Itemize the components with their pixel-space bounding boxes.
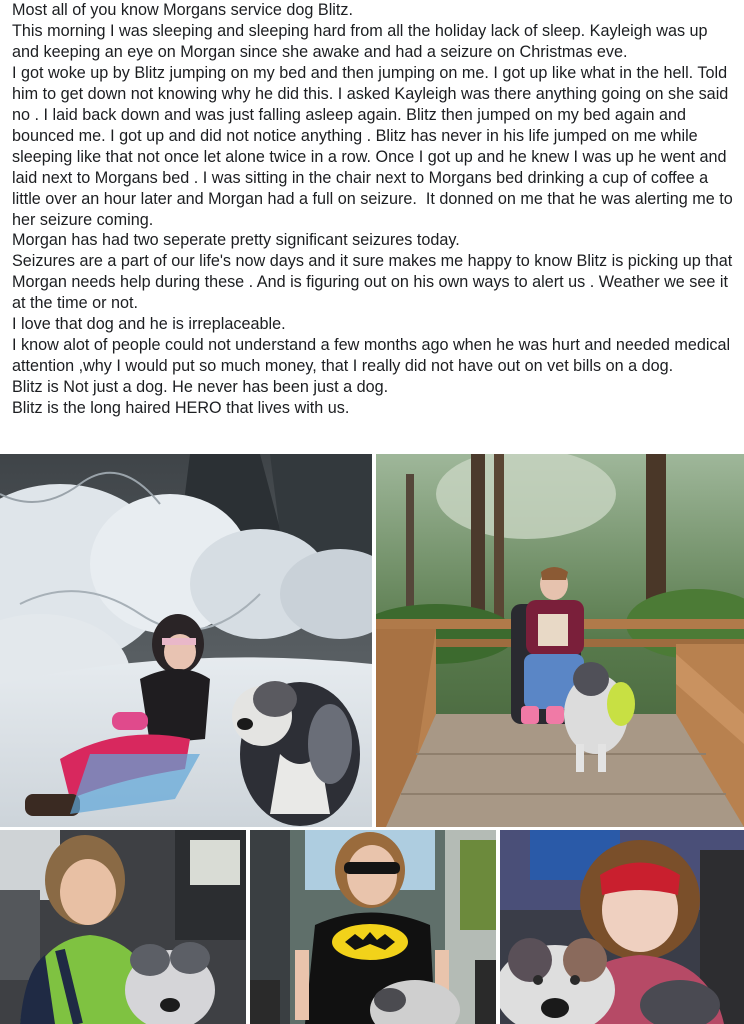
photo-forest-wheelchair-dog[interactable] — [376, 454, 744, 827]
photo-batman-shirt-dog[interactable] — [250, 830, 496, 1024]
forest-scene-image — [376, 454, 744, 827]
post-line: I know alot of people could not understand a few months ago when he was hurt and needed medical attention ,why I would put so much money, that I really did not have out on vet bills on a dog. — [12, 336, 735, 376]
batman-scene-image — [250, 830, 496, 1024]
post-line: I got woke up by Blitz jumping on my bed and then jumping on me. I got up like what in the hell. Told him to get down not knowing why he did this. I asked Kayleigh was there anything going on she said no . I laid back down and was just falling asleep again. Blitz then jumped on my bed again and bounced me. I got up and did not notice anything . Blitz has never in his life jumped on me while sleeping like that not once let alone twice in a row. Once I got up and he knew I was up he went and laid next to Morgans bed . I was sitting in the chair next to Morgans bed drinking a cup of coffee a little over an hour later and Morgan had a full on seizure. It donned on me that he was alerting me to her seizure coming. — [12, 63, 738, 229]
post-line: Morgan has had two seperate pretty significant seizures today. — [12, 231, 460, 250]
photo-grid — [0, 454, 744, 1024]
post-line: Blitz is Not just a dog. He never has been just a dog. — [12, 378, 389, 397]
post-line: I love that dog and he is irreplaceable. — [12, 315, 286, 334]
snow-scene-image — [0, 454, 372, 827]
headband-scene-image — [500, 830, 744, 1024]
photo-car-girl-puppy[interactable] — [0, 830, 246, 1024]
photo-red-headband-dog[interactable] — [500, 830, 744, 1024]
photo-snow-sled-dog[interactable] — [0, 454, 372, 827]
car-scene-image — [0, 830, 246, 1024]
post-line: Blitz is the long haired HERO that lives with us. — [12, 399, 350, 418]
post-text — [12, 0, 738, 419]
post-line: Most all of you know Morgans service dog Blitz. — [12, 1, 353, 19]
post-line: Seizures are a part of our life's now days and it sure makes me happy to know Blitz is picking up that Morgan needs help during these . And is figuring out on his own ways to alert us . Weather we see it at the time or not. — [12, 252, 737, 313]
post-line: This morning I was sleeping and sleeping hard from all the holiday lack of sleep. Kayleigh was up and keeping an eye on Morgan since she awake and had a seizure on Christmas eve. — [12, 21, 713, 61]
